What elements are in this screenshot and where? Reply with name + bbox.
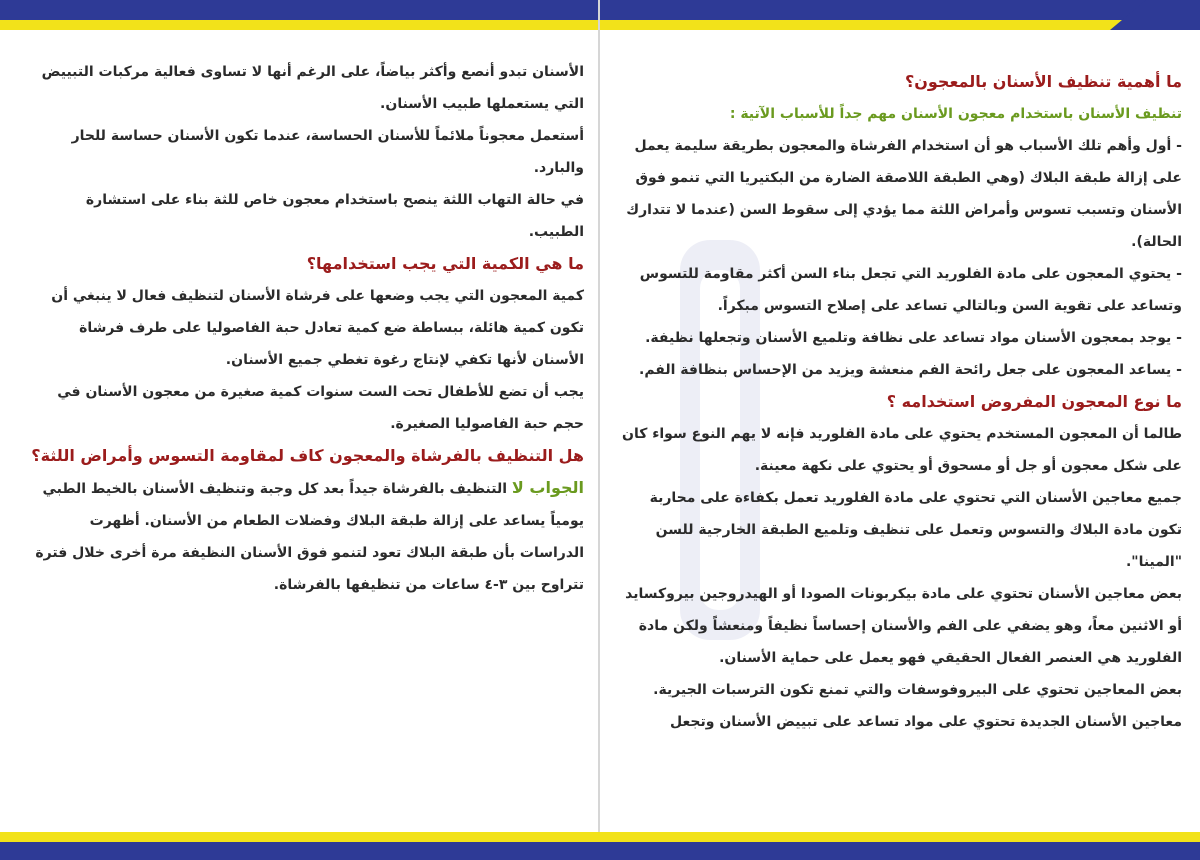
bottom-blue-band [0,842,1200,860]
heading-paste-type: ما نوع المعجون المفروض استخدامه ؟ [886,392,1182,411]
bottom-yellow-band [0,832,1200,842]
intro-reasons: تنظيف الأسنان باستخدام معجون الأسنان مهم جداً للأسباب الآتية : [729,106,1182,122]
answer-paragraph [28,472,584,601]
right-page-column [622,56,1182,738]
amount-children: يجب أن تضع للأطفال تحت الست سنوات كمية صغيرة من معجون الأسنان في حجم حبة الفاصوليا الصغيرة. [57,384,584,432]
heading-importance: ما أهمية تنظيف الأسنان بالمعجون؟ [904,72,1182,91]
amount-pea: كمية المعجون التي يجب وضعها على فرشاة الأسنان لتنظيف فعال لا ينبغي أن تكون كمية هائلة، ببساطة ضع كمية تعادل حبة الفاصوليا على طرف فرشاة الأسنان لأنها تكفي لإنتاج رغوة تغطي جميع الأسنان. [51,288,584,368]
paste-type-form: طالما أن المعجون المستخدم يحتوي على مادة الفلوريد فإنه لا يهم النوع سواء كان على شكل معجون أو جل أو مسحوق أو يحتوي على نكهة معينة. [622,426,1182,474]
reason-plaque: - أول وأهم تلك الأسباب هو أن استخدام الفرشاة والمعجون بطريقة سليمة يعمل على إزالة طبقة البلاك (وهي الطبقة اللاصقة الضارة من البكتيريا التي تنمو فوق الأسنان وتسبب تسوس وأمراض اللثة مما يؤدي إلى سقوط السن (عندما لا تتدارك الحالة). [626,138,1182,250]
paste-type-bicarbonate: بعض معاجين الأسنان تحتوي على مادة بيكربونات الصودا أو الهيدروجين بيروكسايد أو الاثنين معاً، وهو يضفي على الفم والأسنان إحساساً نظيفاً ومنعشاً ولكن مادة الفلوريد هي العنصر الفعال الحقيقي فهو يعمل على حماية الأسنان. [625,586,1182,666]
top-blue-band [0,0,1200,20]
paste-type-whitening: معاجين الأسنان الجديدة تحتوي على مواد تساعد على تبييض الأسنان وتجعل [670,714,1182,730]
heading-enough: هل التنظيف بالفرشاة والمعجون كاف لمقاومة التسوس وأمراض اللثة؟ [31,446,584,465]
reason-breath: - يساعد المعجون على جعل رائحة الفم منعشة ويزيد من الإحساس بنظافة الفم. [639,362,1182,378]
paste-type-pyrophosphate: بعض المعاجين تحتوي على البيروفوسفات والتي تمنع تكون الترسبات الجيرية. [653,682,1182,698]
top-yellow-band [0,20,1200,30]
page-fold [598,0,600,860]
left-page-column [28,56,584,601]
sensitive-teeth: أستعمل معجوناً ملائماً للأسنان الحساسة، عندما تكون الأسنان حساسة للحار والبارد. [71,128,584,176]
answer-label: الجواب لا [511,478,584,497]
heading-amount: ما هي الكمية التي يجب استخدامها؟ [306,254,584,273]
paste-type-fluoride: جميع معاجين الأسنان التي تحتوي على مادة الفلوريد تعمل بكفاءة على محاربة تكون مادة البلاك والتسوس وتعمل على تنظيف وتلميع الطبقة الخارجية للسن "المينا". [649,490,1182,570]
whitening-continued: الأسنان تبدو أنصع وأكثر بياضاً، على الرغم أنها لا تساوى فعالية مركبات التبييض التي يستعملها طبيب الأسنان. [41,64,584,112]
reason-polish: - يوجد بمعجون الأسنان مواد تساعد على نظافة وتلميع الأسنان وتجعلها نظيفة. [645,330,1182,346]
answer-text: التنظيف بالفرشاة جيداً بعد كل وجبة وتنظيف الأسنان بالخيط الطبي يومياً يساعد على إزالة طبقة البلاك وفضلات الطعام من الأسنان. أظهرت الدراسات بأن طبقة البلاك تعود لتنمو فوق الأسنان النظيفة مرة أخرى خلال فترة تتراوح بين ٣-٤ ساعات من تنظيفها بالفرشاة. [35,481,584,593]
gum-inflammation: في حالة التهاب اللثة ينصح باستخدام معجون خاص للثة بناء على استشارة الطبيب. [85,192,584,240]
reason-fluoride: - يحتوي المعجون على مادة الفلوريد التي تجعل بناء السن أكثر مقاومة للتسوس وتساعد على تقوية السن وبالتالي تساعد على إصلاح التسوس مبكراً. [639,266,1182,314]
